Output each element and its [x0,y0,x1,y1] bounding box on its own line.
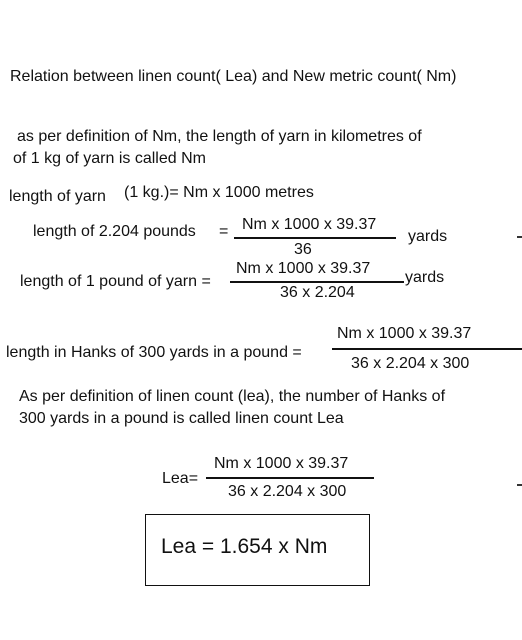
length-1kg-label: length of yarn [9,188,106,205]
lea-definition-line-1: As per definition of linen count (lea), the number of Hanks of [19,388,446,405]
length-1-pound-label: length of 1 pound of yarn = [20,273,211,290]
length-2204-unit: yards [408,228,448,245]
lea-formula-label: Lea= [162,470,199,487]
length-1-pound-denominator: 36 x 2.204 [280,284,355,301]
length-2204-equals: = [219,223,229,240]
length-2204-label: length of 2.204 pounds [33,223,196,240]
result-box [145,514,370,586]
nm-definition-line-1: as per definition of Nm, the length of yarn in kilometres of [17,128,422,145]
length-1-pound-fraction [230,258,404,304]
length-2204-fraction [234,213,396,259]
nm-definition-line-2: of 1 kg of yarn is called Nm [13,150,206,167]
length-1-pound-numerator: Nm x 1000 x 39.37 [236,260,371,277]
length-1-pound-unit: yards [405,269,445,286]
length-1kg-value: (1 kg.)= Nm x 1000 metres [124,184,314,201]
lea-formula-fraction [206,453,374,501]
length-hanks-fraction-bar [332,348,522,350]
result-formula: Lea = 1.654 x Nm [161,535,328,558]
right-edge-tick [517,236,522,238]
length-2204-denominator: 36 [294,241,312,258]
lea-formula-fraction-bar [206,477,374,479]
lea-definition-line-2: 300 yards in a pound is called linen count Lea [19,410,344,427]
right-edge-tick-lower [517,484,522,486]
length-2204-fraction-bar [234,237,396,239]
lea-formula-denominator: 36 x 2.204 x 300 [228,483,347,500]
heading: Relation between linen count( Lea) and New metric count( Nm) [10,68,457,85]
length-hanks-fraction [332,323,522,373]
length-hanks-numerator: Nm x 1000 x 39.37 [337,325,472,342]
length-2204-numerator: Nm x 1000 x 39.37 [242,216,377,233]
length-hanks-label: length in Hanks of 300 yards in a pound = [6,344,302,361]
length-hanks-denominator: 36 x 2.204 x 300 [351,355,470,372]
lea-formula-numerator: Nm x 1000 x 39.37 [214,455,349,472]
